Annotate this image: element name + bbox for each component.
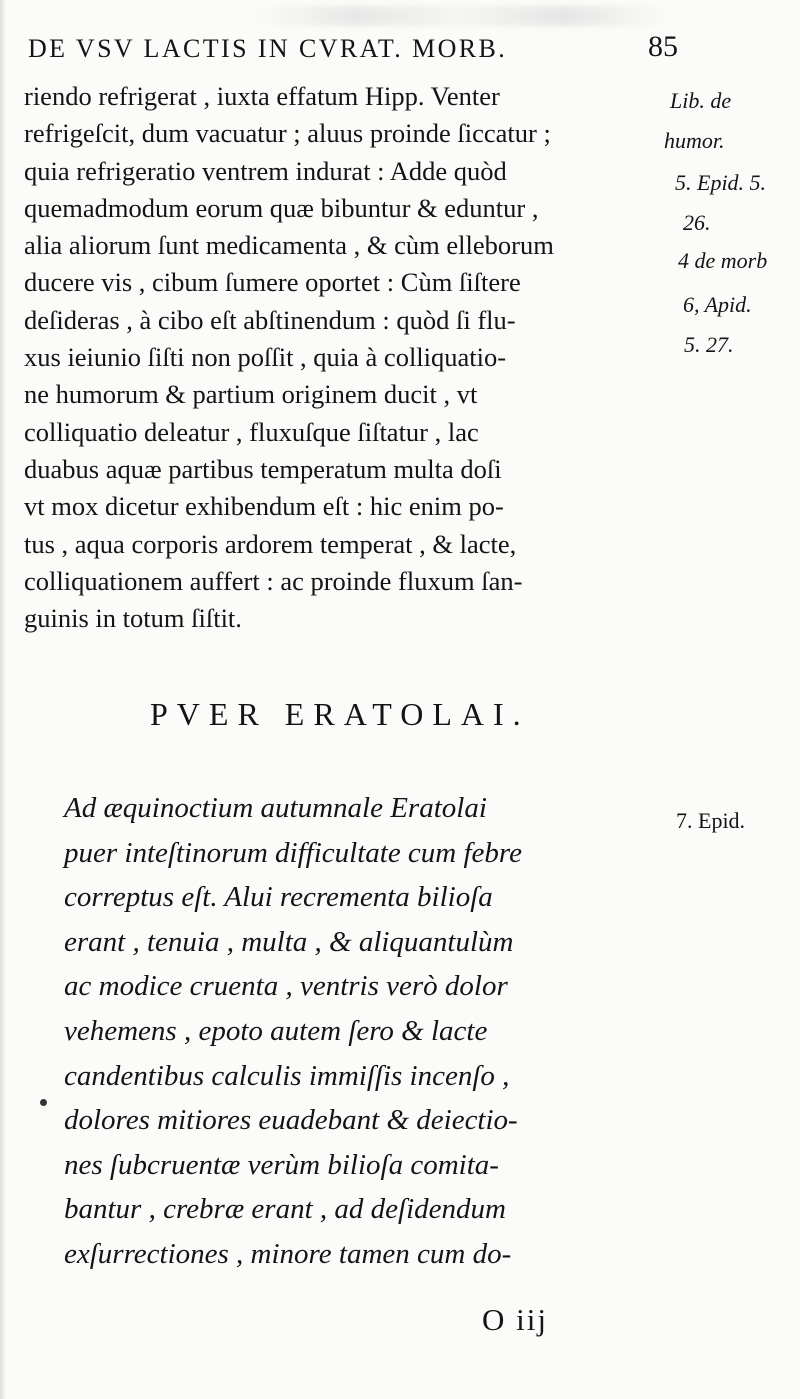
case-paragraph: [64, 786, 674, 1277]
text-line: dolores mitiores euadebant & deiectio-: [64, 1104, 518, 1137]
text-line: correptus eſt. Alui recrementa bilioſa: [64, 881, 493, 914]
text-line: erant , tenuia , multa , & aliquantulùm: [64, 925, 514, 958]
text-line: puer inteſtinorum difficultate cum febre: [64, 836, 523, 869]
margin-note: 4 de morb: [678, 248, 768, 273]
body-paragraph: [24, 78, 666, 637]
text-line: ac modice cruenta , ventris verò dolor: [64, 970, 508, 1003]
signature-mark: O iij: [482, 1302, 548, 1337]
text-line: vt mox dicetur exhibendum eſt : hic enim po-: [24, 491, 504, 522]
margin-note: Lib. de: [670, 88, 732, 113]
text-line: xus ieiunio ſiſti non poſſit , quia à colliquatio-: [24, 342, 507, 373]
running-head: [28, 30, 678, 74]
margin-note: 5. 27.: [684, 332, 734, 357]
text-line: riendo refrigerat , iuxta effatum Hipp. Venter: [24, 81, 500, 111]
text-line: refrigeſcit, dum vacuatur ; aluus proinde ſiccatur ;: [24, 118, 551, 149]
margin-note: humor.: [664, 128, 725, 153]
margin-note: 5. Epid. 5.: [675, 170, 767, 195]
text-line: colliquationem auffert : ac proinde fluxum ſan-: [24, 565, 523, 596]
ink-speck: [40, 1099, 47, 1106]
page-number: 85: [648, 30, 678, 63]
text-line: vehemens , epoto autem ſero & lacte: [64, 1014, 488, 1047]
bleed-through-shadow: [250, 6, 670, 26]
text-line: deſideras , à cibo eſt abſtinendum : quòd ſi flu-: [24, 304, 516, 335]
page-edge-shadow: [0, 0, 6, 1399]
text-line: bantur , crebræ erant , ad deſidendum: [64, 1193, 506, 1226]
text-line: Ad æquinoctium autumnale Eratolai: [64, 792, 487, 824]
margin-note: 7. Epid.: [676, 808, 746, 833]
running-title: DE VSV LACTIS IN CVRAT. MORB.: [28, 34, 508, 63]
text-line: nes ſubcruentæ verùm bilioſa comita-: [64, 1148, 499, 1181]
text-line: duabus aquæ partibus temperatum multa doſi: [24, 453, 502, 484]
text-line: quia refrigeratio ventrem indurat : Adde quòd: [24, 155, 507, 186]
text-line: tus , aqua corporis ardorem temperat , & lacte,: [24, 528, 517, 559]
text-line: quemadmodum eorum quæ bibuntur & eduntur ,: [24, 192, 539, 223]
text-line: candentibus calculis immiſſis incenſo ,: [64, 1059, 510, 1092]
section-heading: PVER ERATOLAI.: [150, 696, 530, 732]
text-line: exſurrectiones , minore tamen cum do-: [64, 1237, 512, 1270]
margin-note: 26.: [683, 210, 711, 235]
margin-note: 6, Apid.: [683, 292, 752, 317]
text-line: guinis in totum ſiſtit.: [24, 603, 242, 634]
text-line: ne humorum & partium originem ducit , vt: [24, 379, 478, 410]
text-line: alia aliorum ſunt medicamenta , & cùm elleborum: [24, 230, 554, 261]
text-line: colliquatio deleatur , fluxuſque ſiſtatur , lac: [24, 416, 479, 447]
text-line: ducere vis , cibum ſumere oportet : Cùm ſiſtere: [24, 267, 521, 298]
